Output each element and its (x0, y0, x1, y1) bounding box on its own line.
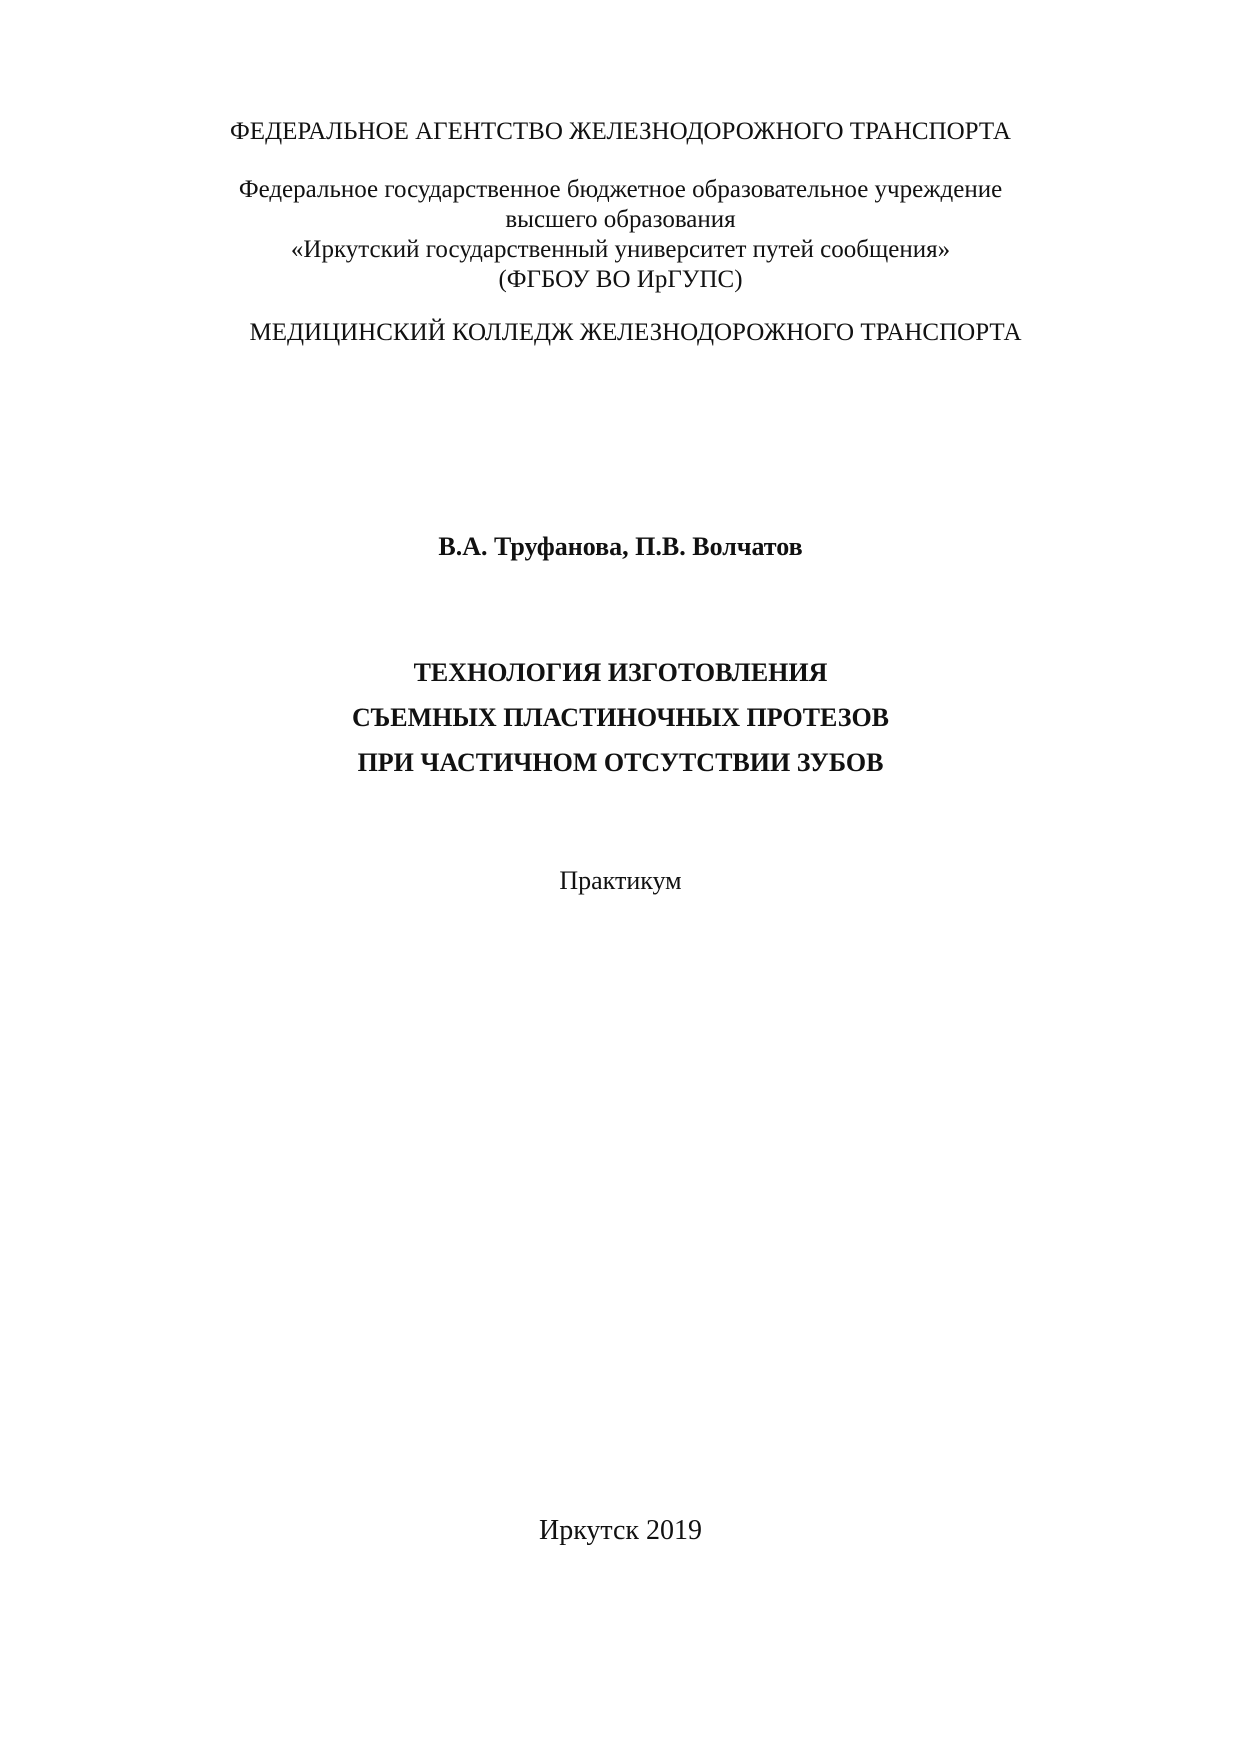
document-genre: Практикум (559, 866, 682, 895)
institution-line: Федеральное государственное бюджетное образовательное учреждение (238, 176, 1003, 203)
agency-heading: ФЕДЕРАЛЬНОЕ АГЕНТСТВО ЖЕЛЕЗНОДОРОЖНОГО ТРАНСПОРТА (230, 118, 1011, 145)
title-line: ТЕХНОЛОГИЯ ИЗГОТОВЛЕНИЯ (413, 658, 828, 687)
institution-block (0, 175, 1241, 295)
document-title (0, 650, 1241, 785)
city-year: Иркутск 2019 (538, 1515, 703, 1546)
institution-line: (ФГБОУ ВО ИрГУПС) (498, 266, 743, 293)
authors: В.А. Труфанова, П.В. Волчатов (438, 532, 803, 561)
college-heading: МЕДИЦИНСКИЙ КОЛЛЕДЖ ЖЕЛЕЗНОДОРОЖНОГО ТРАНСПОРТА (249, 319, 1022, 346)
title-line: СЪЕМНЫХ ПЛАСТИНОЧНЫХ ПРОТЕЗОВ (351, 703, 890, 732)
institution-line: высшего образования (505, 206, 736, 233)
institution-line: «Иркутский государственный университет путей сообщения» (290, 236, 951, 263)
title-line: ПРИ ЧАСТИЧНОМ ОТСУТСТВИИ ЗУБОВ (357, 748, 884, 777)
